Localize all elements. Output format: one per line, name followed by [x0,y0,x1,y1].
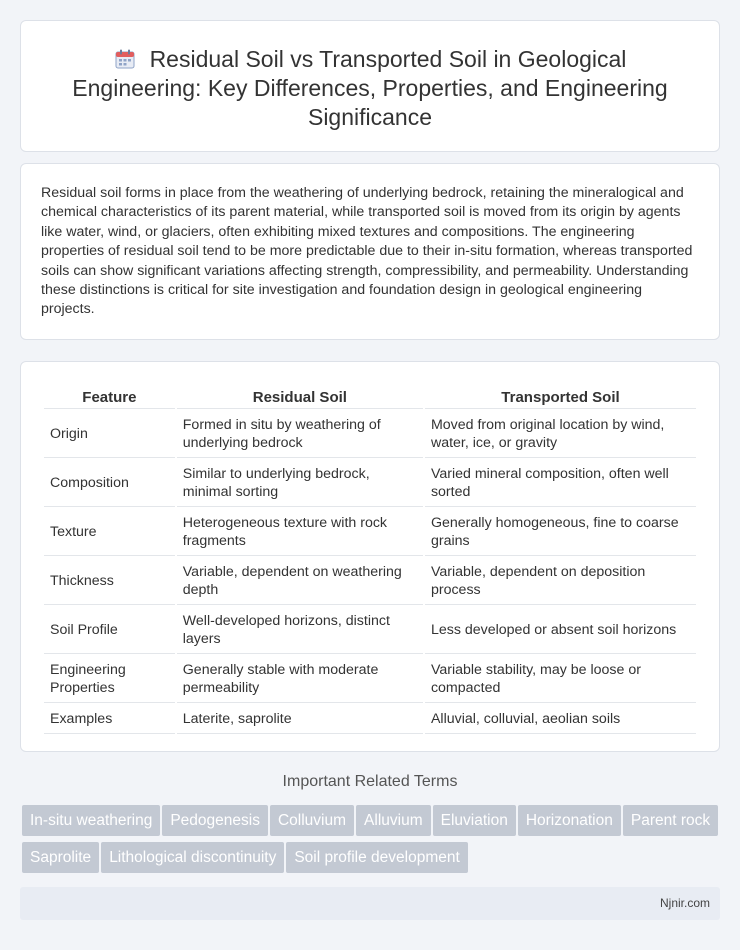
table-row [44,655,696,703]
comparison-table [42,382,698,735]
cell-residual: Similar to underlying bedrock, minimal sorting [177,459,423,507]
table-row [44,557,696,605]
table-row [44,704,696,734]
table-row [44,606,696,654]
footer-site-link[interactable]: Njnir.com [659,896,710,910]
related-term-tag[interactable]: Lithological discontinuity [101,842,284,873]
cell-feature: Thickness [44,557,175,605]
related-term-tag[interactable]: Parent rock [623,805,718,836]
related-term-tag[interactable]: Saprolite [22,842,99,873]
cell-feature: Origin [44,410,175,458]
cell-feature: Engineering Properties [44,655,175,703]
cell-transported: Generally homogeneous, fine to coarse grains [425,508,696,556]
table-row [44,459,696,507]
cell-transported: Less developed or absent soil horizons [425,606,696,654]
cell-feature: Texture [44,508,175,556]
cell-transported: Variable, dependent on deposition process [425,557,696,605]
related-terms-list [22,805,722,879]
related-term-tag[interactable]: Eluviation [433,805,516,836]
related-terms-heading: Important Related Terms [282,773,458,790]
footer [20,887,720,920]
intro-card [20,163,720,340]
table-header-row [44,383,696,409]
title-card [20,20,720,152]
cell-transported: Alluvial, colluvial, aeolian soils [425,704,696,734]
header-residual-soil: Residual Soil [177,383,423,409]
calendar-icon [114,48,136,70]
header-feature: Feature [44,383,175,409]
intro-paragraph: Residual soil forms in place from the weathering of underlying bedrock, retaining the mineralogical and chemical characteristics of its parent material, while transported soil is moved from its origin by agents like water, wind, or glaciers, often exhibiting mixed textures and compositions. The engineering properties of residual soil tend to be more predictable due to their in-situ formation, whereas transported soils can show significant variations affecting strength, compressibility, and permeability. Understanding these distinctions is critical for site investigation and foundation design in geological engineering projects. [41,185,693,318]
related-term-tag[interactable]: Alluvium [356,805,431,836]
page-title-text: Residual Soil vs Transported Soil in Geological Engineering: Key Differences, Properties, and Engineering Significance [72,46,668,130]
related-term-tag[interactable]: Pedogenesis [162,805,268,836]
cell-feature: Soil Profile [44,606,175,654]
table-row [44,410,696,458]
cell-residual: Formed in situ by weathering of underlying bedrock [177,410,423,458]
cell-residual: Laterite, saprolite [177,704,423,734]
cell-transported: Variable stability, may be loose or compacted [425,655,696,703]
cell-residual: Heterogeneous texture with rock fragments [177,508,423,556]
table-row [44,508,696,556]
related-term-tag[interactable]: In-situ weathering [22,805,160,836]
related-term-tag[interactable]: Horizonation [518,805,621,836]
page-title [61,45,679,132]
related-term-tag[interactable]: Colluvium [270,805,354,836]
cell-residual: Well-developed horizons, distinct layers [177,606,423,654]
cell-feature: Examples [44,704,175,734]
related-term-tag[interactable]: Soil profile development [286,842,467,873]
cell-transported: Moved from original location by wind, water, ice, or gravity [425,410,696,458]
cell-residual: Generally stable with moderate permeability [177,655,423,703]
cell-feature: Composition [44,459,175,507]
cell-residual: Variable, dependent on weathering depth [177,557,423,605]
cell-transported: Varied mineral composition, often well sorted [425,459,696,507]
comparison-card [20,361,720,752]
header-transported-soil: Transported Soil [425,383,696,409]
